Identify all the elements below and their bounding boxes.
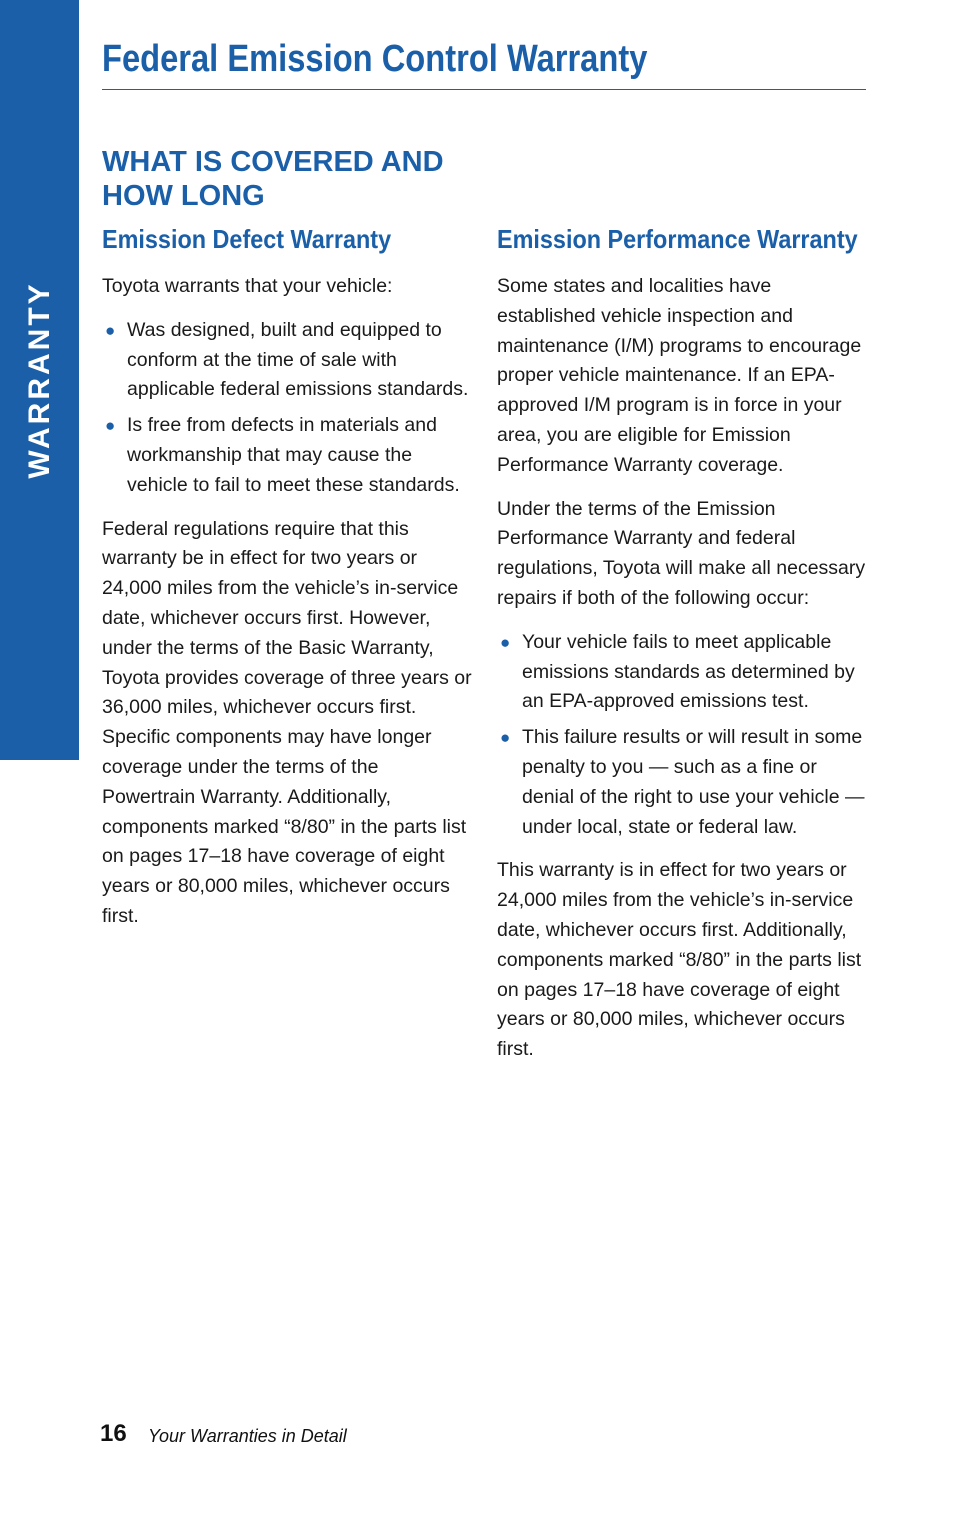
list-item (102, 316, 472, 405)
bullet-dot-icon: ● (500, 632, 511, 652)
list-item (497, 628, 867, 717)
side-tab (0, 0, 79, 760)
left-body: Federal regulations require that this warranty be in effect for two years or 24,000 miles from the vehicle’s in-service date, whichever occurs first. However, under the terms of the Basic Warranty, Toyota provides coverage of three years or 36,000 miles, whichever occurs first. Specific components may have longer coverage under the terms of the Powertrain Warranty. Additionally, components marked “8/80” in the parts list on pages 17–18 have coverage of eight years or 80,000 miles, whichever occurs first. (102, 517, 472, 927)
left-column (102, 222, 472, 946)
list-item-text: Was designed, built and equipped to conform at the time of sale with applicable federal emissions standards. (127, 318, 469, 401)
right-bullet-list (497, 628, 867, 843)
title-divider (102, 89, 866, 90)
list-item (102, 411, 472, 500)
bullet-dot-icon: ● (500, 728, 511, 748)
emission-performance-heading: Emission Performance Warranty (497, 224, 858, 254)
footer-title: Your Warranties in Detail (148, 1426, 347, 1446)
side-tab-label: WARRANTY (23, 281, 56, 479)
right-para-1: Some states and localities have established vehicle inspection and maintenance (I/M) programs to encourage proper vehicle maintenance. If an EPA-approved I/M program is in force in your area, you are eligible for Emission Performance Warranty coverage. (497, 275, 862, 476)
emission-defect-heading: Emission Defect Warranty (102, 224, 392, 254)
page-title: Federal Emission Control Warranty (102, 38, 648, 80)
list-item (497, 723, 867, 842)
left-intro: Toyota warrants that your vehicle: (102, 275, 393, 297)
right-para-2: Under the terms of the Emission Performance Warranty and federal regulations, Toyota will make all necessary repairs if both of the following occur: (497, 497, 866, 609)
section-heading: WHAT IS COVERED AND HOW LONG (102, 146, 444, 212)
right-column (497, 222, 867, 1079)
list-item-text: This failure results or will result in some penalty to you — such as a fine or denial of the right to use your vehicle — under local, state or federal law. (522, 726, 865, 838)
page-number: 16 (100, 1420, 127, 1447)
left-bullet-list (102, 316, 472, 501)
list-item-text: Your vehicle fails to meet applicable emissions standards as determined by an EPA-approved emissions test. (522, 630, 855, 713)
right-para-3: This warranty is in effect for two years or 24,000 miles from the vehicle’s in-service date, whichever occurs first. Additionally, components marked “8/80” in the parts list on pages 17–18 have coverage of eight years or 80,000 miles, whichever occurs first. (497, 859, 862, 1061)
bullet-dot-icon: ● (105, 416, 116, 436)
bullet-dot-icon: ● (105, 320, 116, 340)
list-item-text: Is free from defects in materials and workmanship that may cause the vehicle to fail to meet these standards. (127, 414, 460, 496)
